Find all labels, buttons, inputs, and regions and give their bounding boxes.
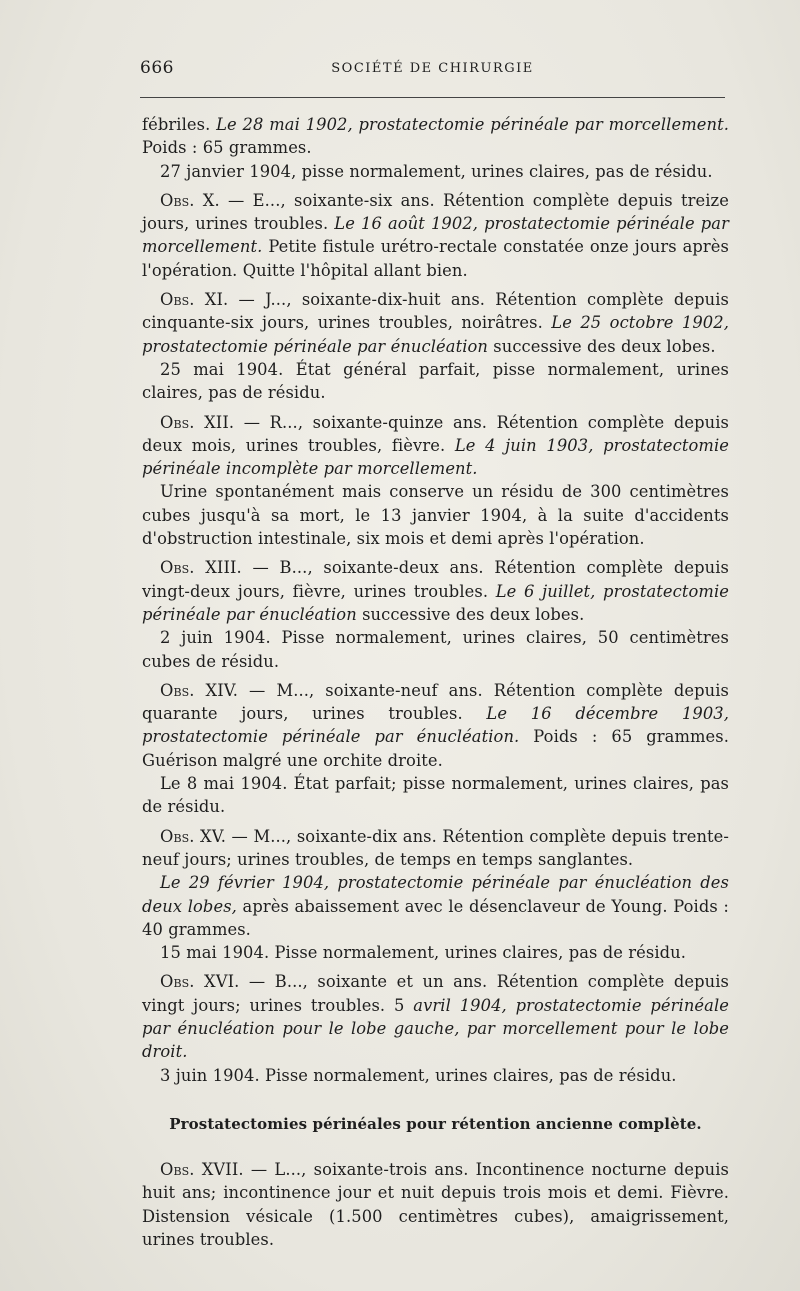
observation-label: Obs. XI. <box>160 290 229 310</box>
observation-label: Obs. XIV. <box>160 680 239 700</box>
observation-xiii: Obs. XIII. — B..., soixante-deux ans. Rétention complète depuis vingt-deux jours, fièvre, urines troubles. Le 6 juillet, prostatectomie périnéale par énucléation successive des deux lobes. <box>142 558 729 624</box>
observation-label: Obs. XII. <box>160 412 235 432</box>
section-heading: Prostatectomies périnéales pour rétention ancienne complète. <box>169 1114 702 1133</box>
follow-up-paragraph: Le 8 mai 1904. État parfait; pisse normalement, urines claires, pas de résidu. <box>142 774 729 817</box>
observation-x: Obs. X. — E..., soixante-six ans. Rétention complète depuis treize jours, urines troubles. Le 16 août 1902, prostatectomie périnéale par morcellement. Petite fistule urétro-rectale constatée onze jours après l'opération. Quitte l'hôpital allant bien. <box>142 190 729 280</box>
follow-up-paragraph: Urine spontanément mais conserve un résidu de 300 centimètres cubes jusqu'à sa mort, le 13 janvier 1904, à la suite d'accidents d'obstruction intestinale, six mois et demi après l'opération. <box>142 482 729 549</box>
paragraph-continuation: fébriles. Le 28 mai 1902, prostatectomie périnéale par morcellement. Poids : 65 grammes. <box>142 115 730 158</box>
observation-label: Obs. XIII. <box>160 558 242 578</box>
page-number: 666 <box>140 58 174 78</box>
operation-paragraph: Le 29 février 1904, prostatectomie périnéale par énucléation des deux lobes, après abaissement avec le désenclaveur de Young. Poids : 40 grammes. <box>142 873 729 939</box>
running-title: SOCIÉTÉ DE CHIRURGIE <box>331 61 534 76</box>
observation-xiv: Obs. XIV. — M..., soixante-neuf ans. Rétention complète depuis quarante jours, urines troubles. Le 16 décembre 1903, prostatectomie périnéale par énucléation. Poids : 65 grammes. Guérison malgré une orchite droite. <box>142 680 730 770</box>
follow-up-paragraph: 15 mai 1904. Pisse normalement, urines claires, pas de résidu. <box>160 943 687 963</box>
body-text <box>142 113 729 1251</box>
follow-up-paragraph: 2 juin 1904. Pisse normalement, urines claires, 50 centimètres cubes de résidu. <box>142 628 729 671</box>
follow-up-paragraph: 3 juin 1904. Pisse normalement, urines claires, pas de résidu. <box>160 1065 677 1085</box>
observation-label: Obs. XVII. <box>160 1160 244 1180</box>
observation-label: Obs. XVI. <box>160 972 240 992</box>
observation-xi: Obs. XI. — J..., soixante-dix-huit ans. Rétention complète depuis cinquante-six jours, urines troubles, noirâtres. Le 25 octobre 1902, prostatectomie périnéale par énucléation successive des deux lobes. <box>142 290 729 356</box>
header-rule <box>140 97 725 98</box>
follow-up-paragraph: 27 janvier 1904, pisse normalement, urines claires, pas de résidu. <box>160 161 713 181</box>
observation-label: Obs. XV. <box>160 826 227 846</box>
observation-xii: Obs. XII. — R..., soixante-quinze ans. Rétention complète depuis deux mois, urines troubles, fièvre. Le 4 juin 1903, prostatectomie périnéale incomplète par morcellement. <box>142 412 729 479</box>
observation-xvii: Obs. XVII. — L..., soixante-trois ans. Incontinence nocturne depuis huit ans; incontinence jour et nuit depuis trois mois et demi. Fièvre. Distension vésicale (1.500 centimètres cubes), amaigrissement, urines troubles. <box>142 1160 729 1250</box>
observation-xvi: Obs. XVI. — B..., soixante et un ans. Rétention complète depuis vingt jours; urines troubles. 5 avril 1904, prostatectomie périnéale par énucléation pour le lobe gauche, par morcellement pour le lobe droit. <box>142 972 729 1062</box>
observation-label: Obs. X. <box>160 190 220 210</box>
observation-xv: Obs. XV. — M..., soixante-dix ans. Rétention complète depuis trente-neuf jours; urines troubles, de temps en temps sanglantes. <box>142 826 730 869</box>
follow-up-paragraph: 25 mai 1904. État général parfait, pisse normalement, urines claires, pas de résidu. <box>142 359 729 403</box>
page-header <box>140 58 725 82</box>
